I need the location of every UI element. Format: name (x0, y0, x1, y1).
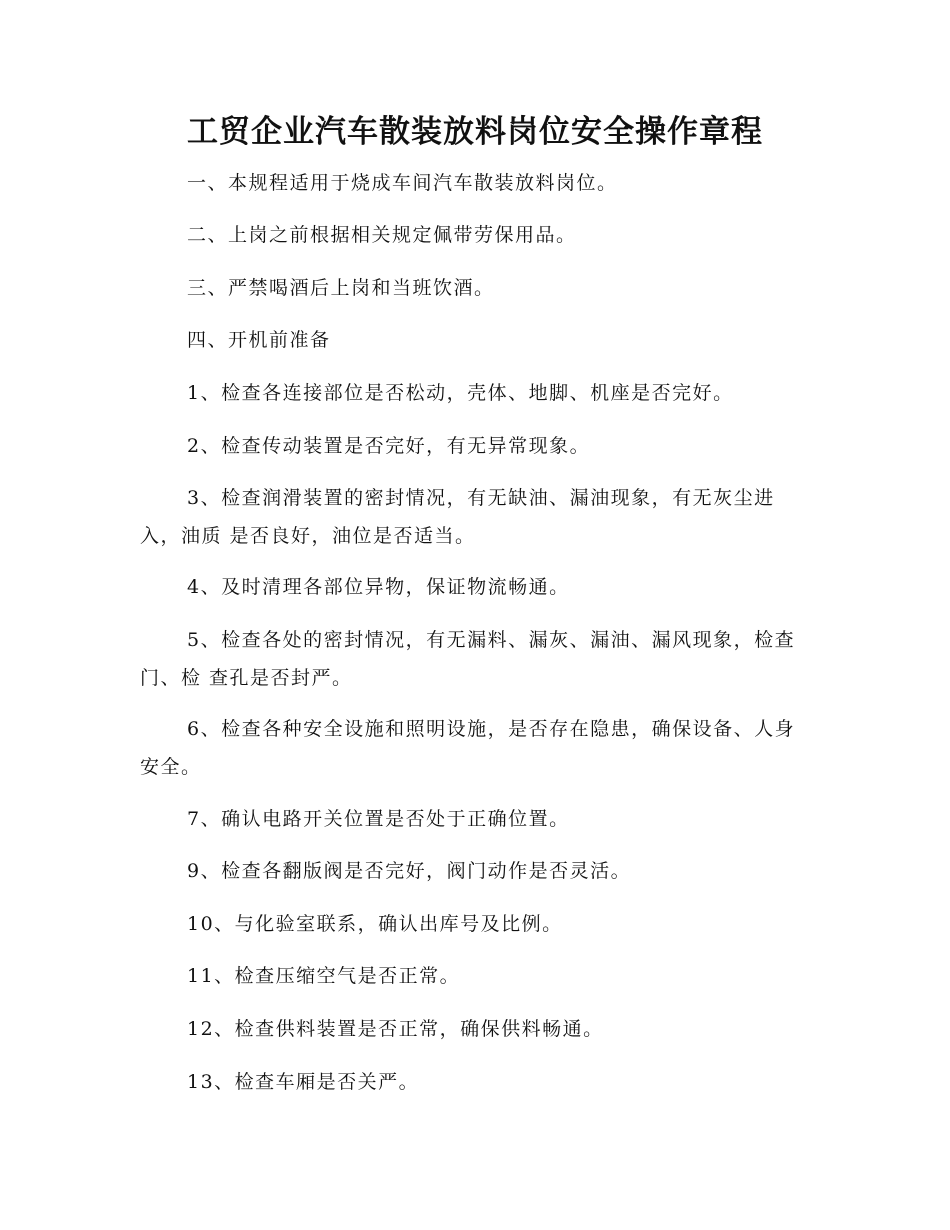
paragraph-2: 二、上岗之前根据相关规定佩带劳保用品。 (187, 224, 577, 246)
paragraph-13: 10、与化验室联系，确认出库号及比例。 (187, 913, 563, 935)
paragraph-5: 1、检查各连接部位是否松动，壳体、地脚、机座是否完好。 (187, 382, 734, 404)
document-title: 工贸企业汽车散装放料岗位安全操作章程 (187, 114, 763, 150)
paragraph-3: 三、严禁喝酒后上岗和当班饮酒。 (187, 277, 495, 299)
paragraph-12: 9、检查各翻版阀是否完好，阀门动作是否灵活。 (187, 860, 632, 882)
paragraph-4: 四、开机前准备 (187, 329, 331, 351)
paragraph-6: 2、检查传动装置是否完好，有无异常现象。 (187, 435, 591, 457)
paragraph-7: 3、检查润滑装置的密封情况，有无缺油、漏油现象，有无灰尘进入，油质 是否良好，油位是否适当。 (140, 487, 775, 547)
paragraph-9: 5、检查各处的密封情况，有无漏料、漏灰、漏油、漏风现象，检查门、检 查孔是否封严。 (140, 629, 796, 689)
paragraph-15: 12、检查供料装置是否正常，确保供料畅通。 (187, 1018, 604, 1040)
paragraph-8: 4、及时清理各部位异物，保证物流畅通。 (187, 576, 570, 598)
paragraph-10: 6、检查各种安全设施和照明设施，是否存在隐患，确保设备、人身安全。 (140, 718, 796, 778)
paragraph-16: 13、检查车厢是否关严。 (187, 1071, 420, 1093)
paragraph-14: 11、检查压缩空气是否正常。 (187, 965, 461, 987)
paragraph-11: 7、确认电路开关位置是否处于正确位置。 (187, 808, 570, 830)
paragraph-1: 一、本规程适用于烧成车间汽车散装放料岗位。 (187, 172, 618, 194)
